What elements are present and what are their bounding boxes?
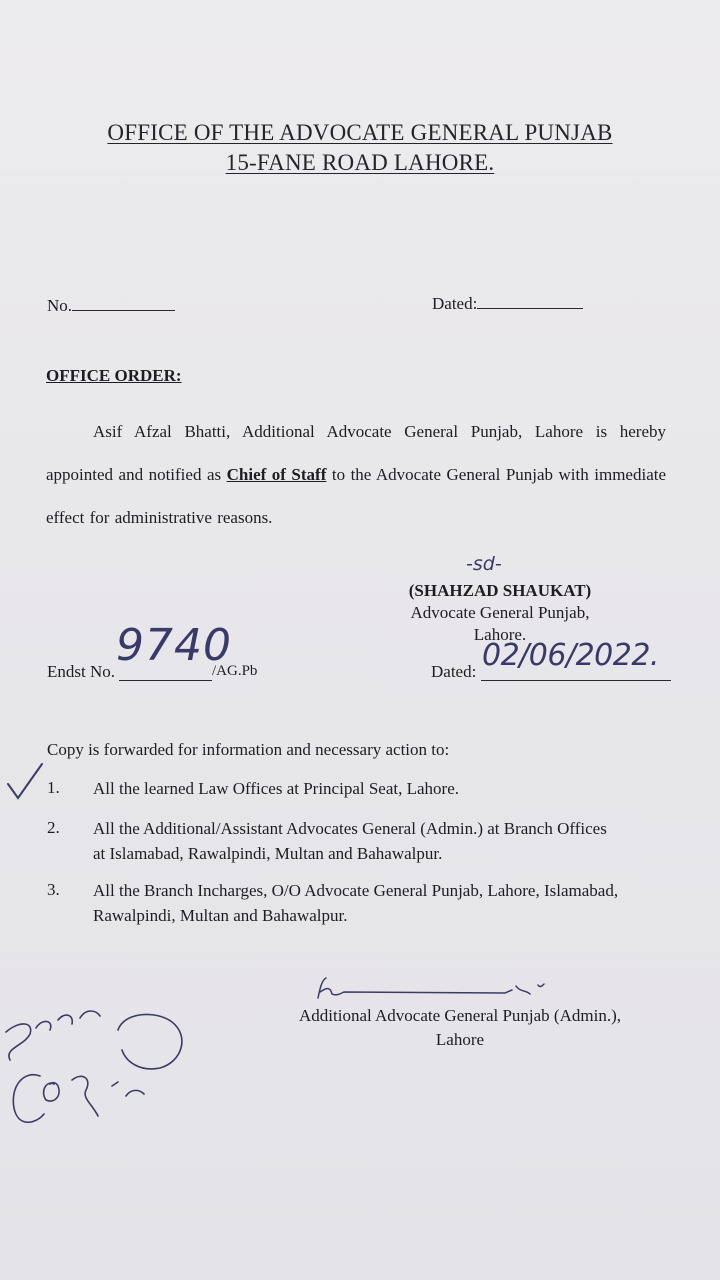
office-order-heading: OFFICE ORDER:: [46, 366, 182, 385]
order-text-part1: Asif Afzal Bhatti, Additional Advocate General Punjab, Lahore is hereby appointed and notified as: [46, 422, 666, 484]
list-item-3-text: All the Branch Incharges, O/O Advocate General Punjab, Lahore, Islamabad, Rawalpindi, Multan and Bahawalpur.: [93, 881, 619, 925]
initial-signature-icon: [318, 978, 544, 998]
signatory-name: (SHAHZAD SHAUKAT): [408, 581, 592, 600]
footer-signatory-designation: Additional Advocate General Punjab (Admin.),: [299, 1006, 621, 1025]
tick-mark-icon: [8, 764, 42, 798]
list-item-2-number: 2.: [47, 818, 60, 837]
no-label: No.: [47, 296, 73, 315]
signatory-city: Lahore.: [473, 625, 527, 644]
footer-signatory-city: Lahore: [435, 1030, 485, 1049]
list-item-1-text: All the learned Law Offices at Principal Seat, Lahore.: [93, 779, 459, 798]
co-scribble-icon: [13, 1075, 144, 1123]
office-address: 15-FANE ROAD LAHORE.: [225, 150, 495, 175]
list-item-1-number: 1.: [47, 778, 60, 797]
office-title: OFFICE OF THE ADVOCATE GENERAL PUNJAB: [107, 120, 613, 145]
copy-intro: Copy is forwarded for information and necessary action to:: [47, 740, 450, 759]
chief-of-staff-emphasis: Chief of Staff: [226, 465, 327, 484]
list-item-2-text: All the Additional/Assistant Advocates General (Admin.) at Branch Offices at Islamabad, Rawalpindi, Multan and Bahawalpur.: [93, 819, 607, 863]
endst-label: Endst No.: [47, 662, 115, 681]
seen-scribble-icon: [6, 1011, 100, 1060]
sd-mark: -sd-: [466, 553, 502, 575]
endst-dated-value: 02/06/2022.: [482, 638, 659, 673]
signatory-designation: Advocate General Punjab,: [410, 603, 590, 622]
order-text-part2: to the Advocate General Punjab with immediate effect for administrative reasons.: [46, 465, 667, 527]
endst-number: 9740: [116, 620, 232, 671]
list-item-3-number: 3.: [47, 880, 60, 899]
dated-label: Dated:: [432, 294, 478, 313]
loop-scribble-icon: [118, 1014, 182, 1068]
endst-suffix: /AG.Pb: [212, 663, 258, 679]
endst-dated-label: Dated:: [431, 662, 477, 681]
